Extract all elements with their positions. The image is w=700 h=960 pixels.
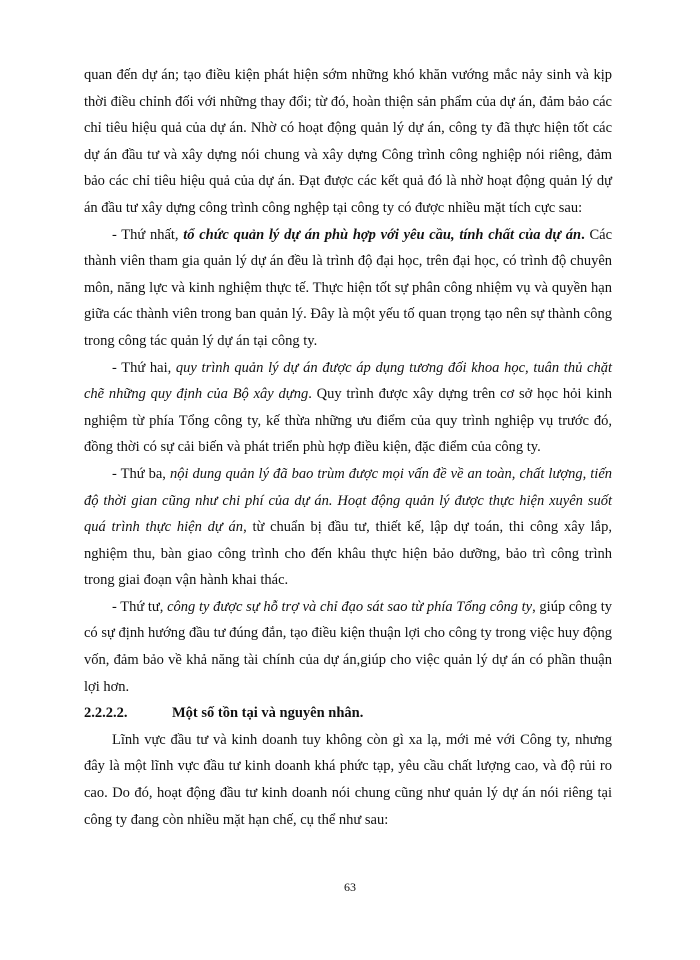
bullet-second-lead: - Thứ hai, bbox=[112, 359, 176, 376]
bullet-second-rest: . Quy trình được xây dựng trên cơ sở học hỏi kinh nghiệm từ phía Tổng công ty, kế thừa những ưu điểm của quy trình nghiệp vụ trước đó, đồng thời có sự cải biến và phát triển phù hợp điều kiện, đặc điểm của công ty. bbox=[84, 386, 612, 456]
bullet-third-emphasis: nội dung quản lý đã bao trùm được mọi vấn đề về an toàn, chất lượng, tiến độ thời gian cũng như chi phí của dự án. Hoạt động quản lý được thực hiện xuyên suốt quá trình thực hiện dự án bbox=[84, 465, 613, 536]
bullet-fourth-lead: - Thứ tư, bbox=[112, 598, 168, 615]
document-body bbox=[84, 62, 612, 833]
section-heading-title: Một số tồn tại và nguyên nhân. bbox=[172, 705, 364, 722]
page-number: 63 bbox=[344, 880, 356, 894]
bullet-second bbox=[84, 355, 612, 461]
bullet-fourth-emphasis: công ty được sự hỗ trợ và chỉ đạo sát sao từ phía Tổng công ty bbox=[167, 598, 533, 615]
bullet-first bbox=[84, 222, 612, 355]
section-heading bbox=[84, 700, 612, 727]
bullet-first-emphasis: tổ chức quản lý dự án phù hợp với yêu cầu, tính chất của dự án bbox=[183, 226, 582, 243]
paragraph-intro: quan đến dự án; tạo điều kiện phát hiện sớm những khó khăn vướng mắc nảy sinh và kịp thời điều chỉnh đối với những thay đổi; từ đó, hoàn thiện sản phẩm của dự án, đảm bảo các chỉ tiêu hiệu quả của dự án. Nhờ có hoạt động quản lý dự án, công ty đã thực hiện tốt các dự án đầu tư và xây dựng nói chung và xây dựng Công trình công nghiệp nói riêng, đảm bảo các chỉ tiêu hiệu quả của dự án. Đạt được các kết quả đó là nhờ hoạt động quản lý dự án đầu tư xây dựng công trình công nghệp tại công ty có được nhiều mặt tích cực sau: bbox=[84, 67, 612, 216]
bullet-third-rest: , từ chuẩn bị đầu tư, thiết kế, lập dự toán, thi công xây lắp, nghiệm thu, bàn giao công trình cho đến khâu thực hiện bảo dưỡng, bảo trì công trình trong giai đoạn vận hành khai thác. bbox=[84, 519, 612, 589]
bullet-fourth-rest: , giúp công ty có sự định hướng đầu tư đúng đắn, tạo điều kiện thuận lợi cho công ty trong việc huy động vốn, đảm bảo về khả năng tài chính của dự án,giúp cho việc quản lý dự án có phần thuận lợi hơn. bbox=[84, 598, 613, 695]
bullet-first-period: . bbox=[581, 226, 585, 243]
bullet-first-rest: Các thành viên tham gia quản lý dự án đều là trình độ đại học, trên đại học, có trình độ chuyên môn, năng lực và kinh nghiệm thực tế. Thực hiện tốt sự phân công nhiệm vụ và quyền hạn giữa các thành viên trong ban quản lý. Đây là một yếu tố quan trọng tạo nên sự thành công trong công tác quản lý dự án tại công ty. bbox=[84, 226, 613, 349]
bullet-second-emphasis: quy trình quản lý dự án được áp dụng tương đối khoa học, tuân thủ chặt chẽ những quy định của Bộ xây dựng bbox=[84, 359, 612, 403]
bullet-fourth bbox=[84, 594, 612, 700]
bullet-first-lead: - Thứ nhất, bbox=[112, 226, 184, 243]
bullet-third-lead: - Thứ ba, bbox=[112, 465, 170, 482]
bullet-third bbox=[84, 461, 612, 594]
section-heading-number: 2.2.2.2. bbox=[84, 705, 128, 722]
paragraph-closing: Lĩnh vực đầu tư và kinh doanh tuy không còn gì xa lạ, mới mẻ với Công ty, nhưng đây là một lĩnh vực đầu tư kinh doanh khá phức tạp, yêu cầu chất lượng cao, và độ rủi ro cao. Do đó, hoạt động đầu tư kinh doanh nói chung cũng như quản lý dự án nói riêng tại công ty đang còn nhiều mặt hạn chế, cụ thể như sau: bbox=[84, 731, 612, 828]
